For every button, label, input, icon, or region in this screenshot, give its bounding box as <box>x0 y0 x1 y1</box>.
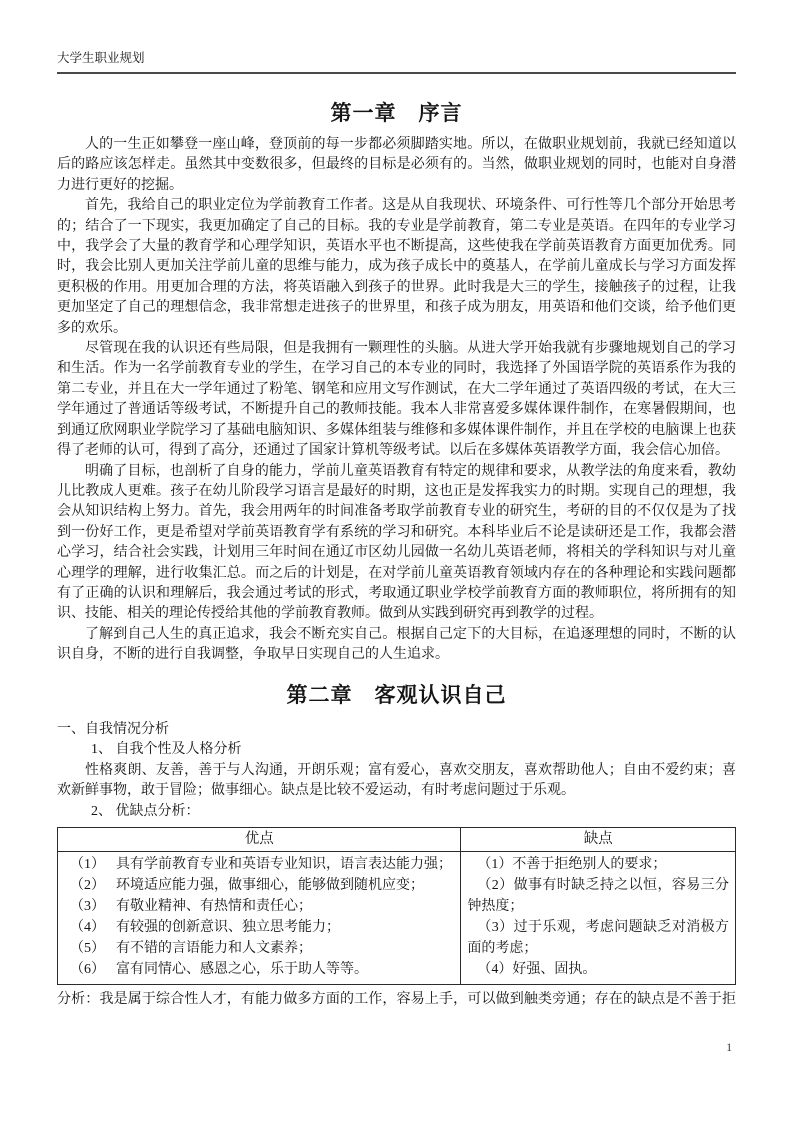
item-number: （4） <box>70 920 105 936</box>
header-title: 大学生职业规划 <box>57 51 145 65</box>
table-header-row <box>58 828 736 852</box>
item-number: （2） <box>70 878 105 894</box>
item-number: （1） <box>70 857 105 873</box>
item-number: （6） <box>70 962 105 978</box>
item-number: （3） <box>70 899 105 915</box>
item-text: 有较强的创新意识、独立思考能力； <box>116 920 340 936</box>
chapter1-title: 第一章 序言 <box>330 101 463 125</box>
paragraph: 尽管现在我的认识还有些局限，但是我拥有一颗理性的头脑。从进大学开始我就有步骤地规划自己的学习和生活。作为一名学前教育专业的学生，在学习自己的本专业的同时，我选择了外国语学院的英语系作为我的第二专业，并且在大一学年通过了粉笔、钢笔和应用文写作测试，在大二学年通过了英语四级的考试，在大三学年通过了普通话等级考试，不断提升自己的教师技能。我本人非常喜爱多媒体课件制作，在寒暑假期间，也到通辽欣网职业学院学习了基础电脑知识、多媒体组装与维修和多媒体课件制作，并且在学校的电脑课上也获得了老师的认可，得到了高分，还通过了国家计算机等级考试。以后在多媒体英语教学方面，我会信心加倍。 <box>57 341 736 459</box>
disadvantage-item: （3）过于乐观，考虑问题缺乏对消极方面的考虑； <box>467 920 729 957</box>
advantages-header-cell: 优点 <box>58 828 461 852</box>
pros-cons-table <box>57 827 736 985</box>
item-text: 环境适应能力强，做事细心，能够做到随机应变； <box>116 878 424 894</box>
advantage-item <box>70 854 454 875</box>
header-rule <box>57 72 736 74</box>
disadvantage-item: （2）做事有时缺乏持之以恒，容易三分钟热度； <box>467 878 729 915</box>
disadvantages-header-cell: 缺点 <box>461 828 736 852</box>
page-header <box>57 0 736 74</box>
paragraph: 了解到自己人生的真正追求，我会不断充实自己。根据自己定下的大目标，在追逐理想的同时，不断的认识自身，不断的进行自我调整，争取早日实现自己的人生追求。 <box>57 626 736 663</box>
paragraph: 人的一生正如攀登一座山峰，登顶前的每一步都必须脚踏实地。所以，在做职业规划前，我就已经知道以后的路应该怎样走。虽然其中变数很多，但最终的目标是必须有的。当然，做职业规划的同时，也能对自身潜力进行更好的挖掘。 <box>57 137 736 193</box>
disadvantages-cell <box>461 852 736 985</box>
page-number: 1 <box>726 1042 732 1054</box>
item-number: （5） <box>70 941 105 957</box>
section-heading-self-analysis: 一、自我情况分析 <box>57 721 169 737</box>
page-body <box>0 100 793 1011</box>
advantages-cell <box>58 852 461 985</box>
personality-paragraph: 性格爽朗、友善，善于与人沟通，开朗乐观；富有爱心，喜欢交朋友，喜欢帮助他人；自由不爱约束；喜欢新鲜事物，敢于冒险；做事细心。缺点是比较不爱运动，有时考虑问题过于乐观。 <box>57 762 736 799</box>
chapter2-title: 第二章 客观认识自己 <box>286 682 507 707</box>
analysis-text: 分析：我是属于综合性人才，有能力做多方面的工作，容易上手，可以做到触类旁通；存在的缺点是不善于拒 <box>57 992 736 1008</box>
subsection-heading-pros-cons: 2、 优缺点分析： <box>91 803 200 819</box>
item-text: 具有学前教育专业和英语专业知识，语言表达能力强； <box>116 857 452 873</box>
disadvantage-item: （1）不善于拒绝别人的要求； <box>477 857 667 873</box>
paragraph: 首先，我给自己的职业定位为学前教育工作者。这是从自我现状、环境条件、可行性等几个部分开始思考的；结合了一下现实，我更加确定了自己的目标。我的专业是学前教育，第二专业是英语。在四年的专业学习中，我学会了大量的教育学和心理学知识，英语水平也不断提高，这些使我在学前英语教育方面更加优秀。同时，我会比别人更加关注学前儿童的思维与能力，成为孩子成长中的奠基人，在学前儿童成长与学习方面发挥更积极的作用。用更加合理的方法，将英语融入到孩子的世界。此时我是大三的学生，接触孩子的过程，让我更加坚定了自己的理想信念，我非常想走进孩子的世界里，和孩子成为朋友，用英语和他们交谈，给予他们更多的欢乐。 <box>57 198 736 336</box>
chapter1-body <box>57 135 736 666</box>
advantage-item <box>70 959 454 980</box>
item-text: 富有同情心、感恩之心，乐于助人等等。 <box>116 962 368 978</box>
paragraph: 明确了目标，也剖析了自身的能力，学前儿童英语教育有特定的规律和要求，从教学法的角度来看，教幼儿比教成人更难。孩子在幼儿阶段学习语言是最好的时期，这也正是发挥我实力的时期。实现自己的理想，我会从知识结构上努力。首先，我会用两年的时间准备考取学前教育专业的研究生，考研的目的不仅仅是为了找到一份好工作，更是希望对学前英语教育学有系统的学习和研究。本科毕业后不论是读研还是工作，我都会潜心学习，结合社会实践，计划用三年时间在通辽市区幼儿园做一名幼儿英语老师，将相关的学科知识与对儿童心理学的理解，进行收集汇总。而之后的计划是，在对学前儿童英语教育领域内存在的各种理论和实践问题都有了正确的认识和理解后，我会通过考试的形式，考取通辽职业学校学前教育方面的教师职位，将所拥有的知识、技能、相关的理论传授给其他的学前教育教师。做到从实践到研究再到教学的过程。 <box>57 463 736 622</box>
table-body-row <box>58 852 736 985</box>
disadvantage-item: （4）好强、固执。 <box>477 962 597 978</box>
advantage-item <box>70 938 454 959</box>
advantage-item <box>70 917 454 938</box>
advantage-item <box>70 896 454 917</box>
subsection-heading-personality: 1、 自我个性及人格分析 <box>91 742 242 758</box>
advantage-item <box>70 875 454 896</box>
item-text: 有敬业精神、有热情和责任心； <box>116 899 312 915</box>
item-text: 有不错的言语能力和人文素养； <box>116 941 312 957</box>
